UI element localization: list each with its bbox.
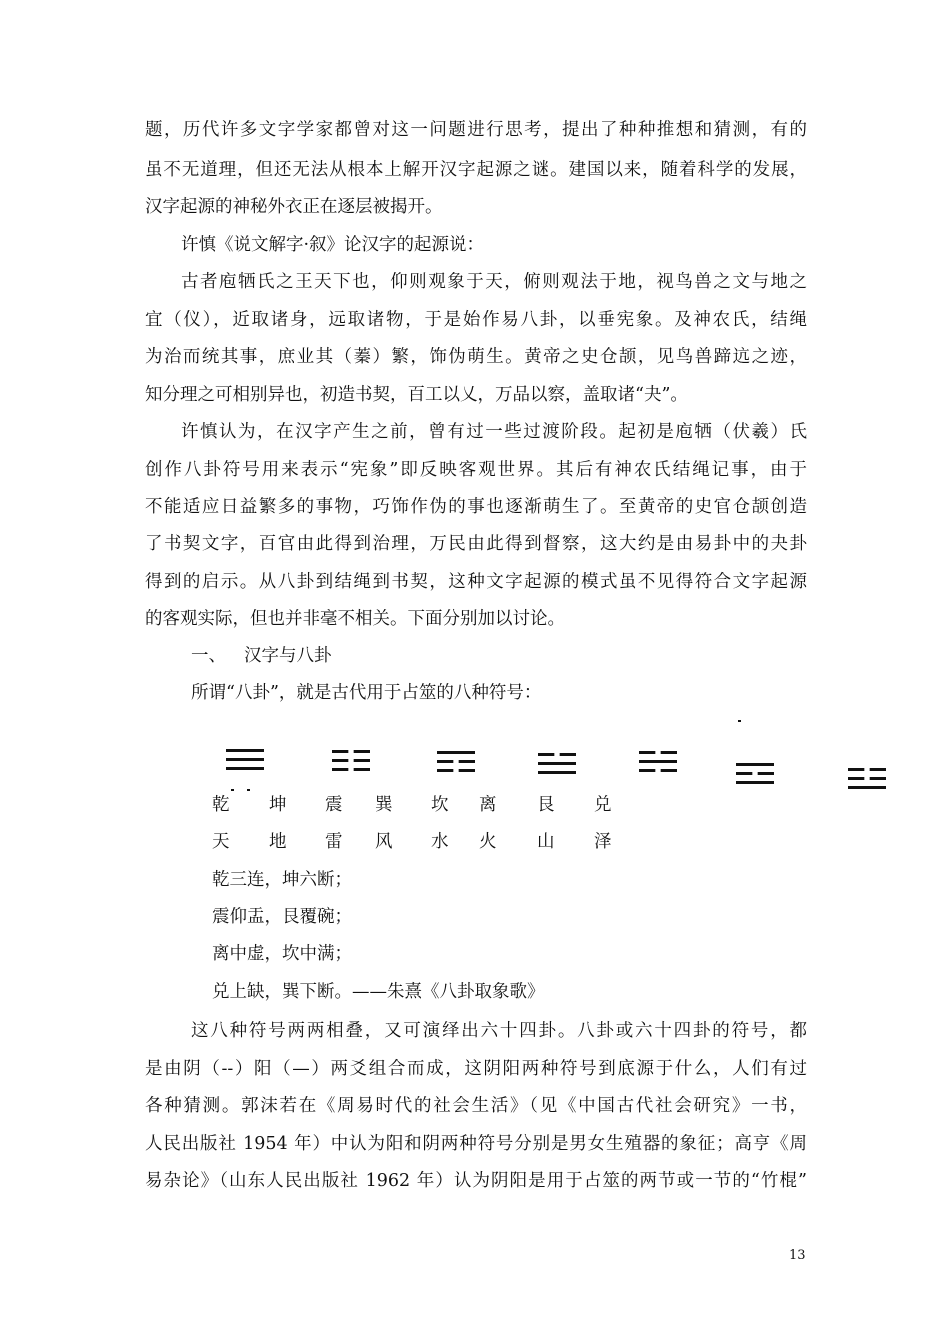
yin-line-segment [661,769,677,772]
yin-line-segment [459,760,475,763]
paragraph-2: 许慎《说文解字·叙》论汉字的起源说： [181,235,485,255]
scan-speck [738,720,741,722]
trigram-symbol [639,751,677,772]
trigram-image: 泽 [594,832,612,852]
yang-line [226,767,264,770]
trigram-svg [332,750,370,771]
text-line: 题，历代许多文字学家都曾对这一问题进行思考，提出了种种推想和猜测，有的 [145,120,807,140]
yin-line-segment [437,760,453,763]
trigram-image: 风 [375,832,393,852]
yang-line [226,749,264,752]
trigram-name: 离 [479,795,497,815]
text-line: 虽不无道理，但还无法从根本上解开汉字起源之谜。建国以来，随着科学的发展， [145,160,807,180]
trigram-name: 乾 [212,795,230,815]
yin-line-segment [639,751,655,754]
trigram-symbol [736,763,774,784]
text-line: 了书契文字，百官由此得到治理，万民由此得到督察，这大约是由易卦中的夬卦 [145,534,807,554]
trigram-svg [736,763,774,784]
yang-line [538,762,576,765]
trigram-svg [437,751,475,772]
trigram-image: 水 [431,832,449,852]
yang-line [538,771,576,774]
trigram-image: 雷 [325,832,343,852]
yin-line-segment [736,772,752,775]
verse-line: 兑上缺，巽下断。——朱熹《八卦取象歌》 [212,982,545,1002]
text-line: 易杂论》（山东人民出版社 1962 年）认为阴阳是用于占筮的两节或一节的“竹棍” [145,1171,807,1191]
quote-line: 古者庖牺氏之王天下也，仰则观象于天，俯则观法于地，视鸟兽之文与地之 [181,272,807,292]
page-number: 13 [789,1248,806,1263]
paragraph-5: 所谓“八卦”，就是古代用于占筮的八种符号： [191,683,542,703]
section-number: 一、 [191,646,226,666]
yang-line [226,758,264,761]
trigram-image: 山 [537,832,555,852]
trigram-svg [639,751,677,772]
yin-line-segment [639,769,655,772]
quote-line: 为治而统其事，庶业其（蓁）繁，饰伪萌生。黄帝之史仓颉，见鸟兽蹄迒之迹， [145,347,807,367]
trigram-name: 坎 [431,795,449,815]
yin-line-segment [332,759,348,762]
trigram-symbol [437,751,475,772]
verse-line: 乾三连，坤六断； [212,870,352,890]
yang-line [736,763,774,766]
trigram-symbol [332,750,370,771]
yin-line-segment [560,753,576,756]
yin-line-segment [437,769,453,772]
trigram-name: 巽 [375,795,393,815]
trigram-image: 火 [479,832,497,852]
text-line: 汉字起源的神秘外衣正在逐层被揭开。 [145,197,443,217]
quote-line: 知分理之可相别异也，初造书契，百工以乂，万品以察，盖取诸“夬”。 [145,385,688,405]
trigram-svg [538,753,576,774]
yin-line-segment [848,768,864,771]
text-line: 的客观实际，但也并非毫不相关。下面分别加以讨论。 [145,609,565,629]
text-line: 得到的启示。从八卦到结绳到书契，这种文字起源的模式虽不见得符合文字起源 [145,572,807,592]
trigram-svg [848,768,886,789]
scan-speck [247,789,250,791]
yin-line-segment [459,769,475,772]
trigram-name: 坤 [269,795,287,815]
text-line: 许慎认为，在汉字产生之前，曾有过一些过渡阶段。起初是庖牺（伏羲）氏 [181,422,807,442]
text-line: 人民出版社 1954 年）中认为阳和阴两种符号分别是男女生殖器的象征；高亨《周 [145,1134,807,1154]
yin-line-segment [332,768,348,771]
trigram-svg [226,749,264,770]
trigram-name: 兑 [594,795,612,815]
text-line: 创作八卦符号用来表示“宪象”即反映客观世界。其后有神农氏结绳记事，由于 [145,460,807,480]
text-line: 不能适应日益繁多的事物，巧饰作伪的事也逐渐萌生了。至黄帝的史官仓颉创造 [145,497,807,517]
trigram-symbol [226,749,264,770]
yin-line-segment [758,772,774,775]
trigram-symbol [538,753,576,774]
trigram-name: 震 [325,795,343,815]
yin-line-segment [661,751,677,754]
yang-line [639,760,677,763]
yin-line-segment [354,750,370,753]
yin-line-segment [870,768,886,771]
yin-line-segment [332,750,348,753]
trigram-name: 艮 [537,795,555,815]
section-title: 汉字与八卦 [244,646,332,666]
trigram-image: 地 [269,832,287,852]
yin-line-segment [870,777,886,780]
yang-line [437,751,475,754]
text-line: 这八种符号两两相叠，又可演绎出六十四卦。八卦或六十四卦的符号，都 [191,1021,807,1041]
verse-line: 离中虚，坎中满； [212,944,352,964]
text-line: 各种猜测。郭沫若在《周易时代的社会生活》（见《中国古代社会研究》一书， [145,1096,807,1116]
yin-line-segment [848,777,864,780]
yin-line-segment [354,759,370,762]
yang-line [736,781,774,784]
scan-speck [231,789,234,791]
trigram-image: 天 [212,832,230,852]
quote-line: 宜（仪），近取诸身，远取诸物，于是始作易八卦，以垂宪象。及神农氏，结绳 [145,310,807,330]
yin-line-segment [538,753,554,756]
text-line: 是由阴（--）阳（—）两爻组合而成，这阴阳两种符号到底源于什么，人们有过 [145,1059,807,1079]
verse-line: 震仰盂，艮覆碗； [212,907,352,927]
yang-line [848,786,886,789]
yin-line-segment [354,768,370,771]
trigram-symbol [848,768,886,789]
